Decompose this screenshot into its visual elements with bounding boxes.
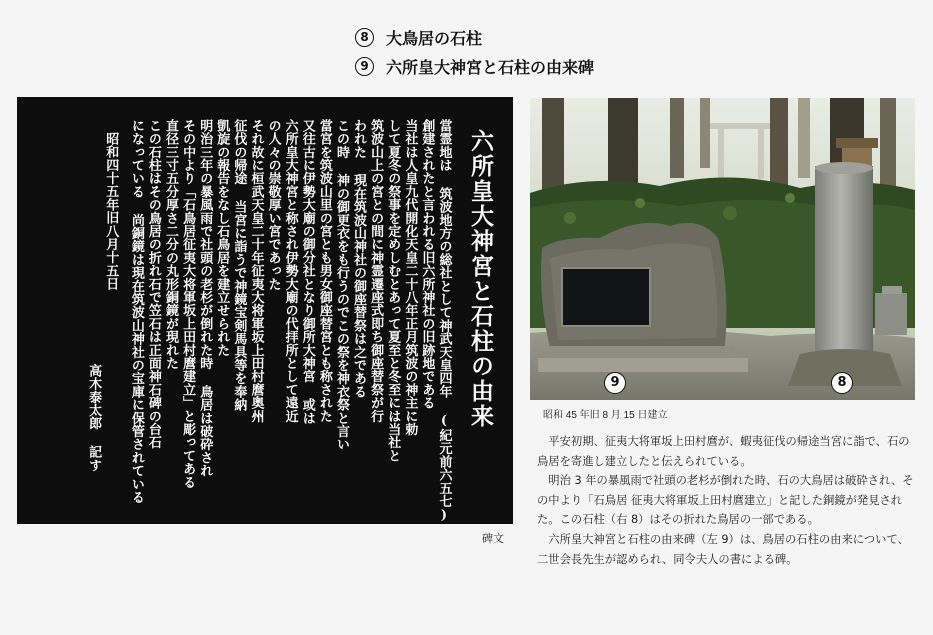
inscription-line: 六所皇大神宮と称され伊勢大廟の代拝所として遠近 <box>282 119 298 423</box>
inscription-line: この時 神の御更衣をも行うのでこの祭を神衣祭と言い <box>333 119 349 451</box>
inscription-line: 明治三年の暴風雨で社頭の老杉が倒れた時 鳥居は破砕され <box>197 119 213 478</box>
inscription-date: 昭和四十五年旧八月十五日 <box>103 132 119 291</box>
description-paragraph: 平安初期、征夷大将軍坂上田村麿が、蝦夷征伐の帰途当宮に詣で、石の鳥居を寄進し建立したと伝えられている。 <box>537 435 910 468</box>
inscription-line: 又往古に伊勢大廟の御分社となり御所大神宮 或は <box>299 119 315 425</box>
heading-monument <box>355 55 594 78</box>
inscription-line: 征伐の帰途 当宮に詣うで神鏡宝剣馬具等を奉納 <box>231 119 247 412</box>
inscription-line: 凱旋の報告をなし石鳥居を建立せられた <box>214 119 230 357</box>
inscription-panel <box>17 97 513 524</box>
inscription-line: 當宮を筑波山里の宮とも男女御座替宮とも称された <box>316 119 332 423</box>
inscription-spacer <box>120 119 126 510</box>
inscription-line: して夏冬の祭事を定めしむとあって夏至と冬至には当社と <box>385 119 401 463</box>
number-badge-8: 8 <box>355 28 374 47</box>
inscription-line: 當霊地は 筑波地方の総社として神武天皇四年 (紀元前六五七) <box>436 119 452 523</box>
inscription-line: この石柱はその鳥居の折れ石で笠石は正面神石碑の台石 <box>145 119 161 449</box>
heading-text: 六所皇大神宮と石柱の由来碑 <box>386 58 595 77</box>
description-paragraph: 六所皇大神宮と石柱の由来碑（左 9）は、鳥居の石柱の由来について、二世会長先生が認められ、同令夫人の書による碑。 <box>537 532 909 566</box>
marker-9: 9 <box>604 372 626 394</box>
inscription-line: われた 現在筑波山神社の御座替祭は之である <box>351 119 367 399</box>
inscription-title: 六所皇大神宮と石柱の由来 <box>467 129 494 429</box>
inscription-line: その中より「石鳥居征夷大将軍坂上田村麿建立」と彫ってある <box>180 119 196 489</box>
photo-illustration <box>530 98 915 400</box>
inscription-line: の人々の崇敬厚い宮であった <box>265 119 281 291</box>
inscription-line: 筑波山上の宮との間に神霊遷座式即ち御座替祭が行 <box>368 119 384 423</box>
inscription-line: になっている 尚銅鏡は現在筑波山神社の宝庫に保管されている <box>128 119 144 504</box>
description-paragraph: 明治 3 年の暴風雨で社頭の老杉が倒れた時、石の大鳥居は破砕され、その中より「石鳥居 征夷大将軍坂上田村麿建立」と記した銅鏡が発見された。この石柱（右 8）はその折れた鳥居の一部である。 <box>537 474 914 527</box>
marker-8: 8 <box>831 372 853 394</box>
inscription-caption: 碑文 <box>482 533 504 545</box>
inscription-line: それ故に桓武天皇二十年征夷大将軍坂上田村麿奥州 <box>248 119 264 423</box>
number-badge-9: 9 <box>355 57 374 76</box>
inscription-line: 当社は人皇九代開化天皇二十八年正月筑波の神主に勅 <box>402 119 418 436</box>
monument-photo <box>530 98 915 400</box>
description <box>537 432 917 569</box>
heading-stone-pillar <box>355 26 482 49</box>
heading-text: 大鳥居の石柱 <box>386 29 483 48</box>
photo-caption: 昭和 45 年旧 8 月 15 日建立 <box>543 410 668 421</box>
inscription-line: 直径三寸五分厚さ二分の丸形銅鏡が現れた <box>163 119 178 370</box>
inscription-line: 創建されたと言われる旧六所神社の旧跡地である <box>419 119 435 410</box>
inscription-author: 高木泰太郎 記す <box>86 364 102 472</box>
